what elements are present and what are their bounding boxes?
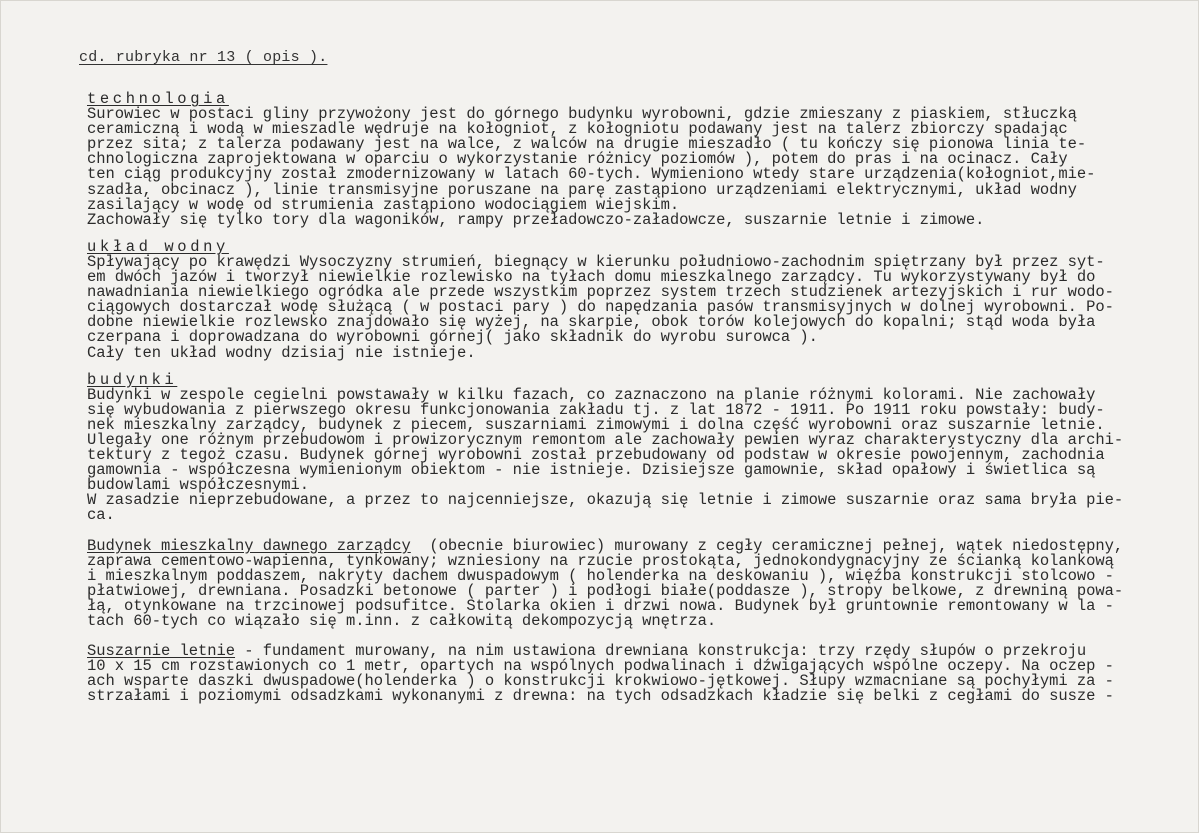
text-line: nawadniania niewielkiego ogródka ale przede wszystkim poprzez system trzech studzienek artezyjskich i rur wodo- (87, 283, 1114, 302)
text-line: czerpana i doprowadzana do wyrobowni górnej( jako składnik do wyrobu surowca ). (87, 328, 818, 347)
text-line: dobne niewielkie rozlewsko znajdowało się wyżej, na skarpie, obok torów kolejowych do kopalni; stąd woda była (87, 313, 1096, 332)
section-body-technologia (87, 107, 1187, 228)
text-line: łą, otynkowane na trzcinowej podsufitce. Stolarka okien i drzwi nowa. Budynek był gruntownie remontowany w la - (87, 596, 1114, 615)
text-line: ceramiczną i wodą w mieszadle wędruje na kołogniot, z kołogniotu podawany jest na talerz zbiorczy spadając (87, 120, 1068, 139)
section-title-budynki: budynki (87, 370, 178, 389)
text-line: ach wsparte daszki dwuspadowe(holenderka ) o konstrukcji krokwiowo-jętkowej. Słupy wzmacniane są pochyłymi za - (87, 672, 1114, 691)
section-body-suszarnie (87, 644, 1187, 704)
text-run: (obecnie biurowiec) murowany z cegły ceramicznej pełnej, wątek niedostępny, (410, 536, 1124, 555)
section-body-budynki (87, 385, 1187, 525)
text-line: nek mieszkalny zarządcy, budynek z piecem, suszarniami zimowymi i dolna część wyrobowni oraz suszarnie letnie. (87, 415, 1105, 434)
paragraph-label: Suszarnie letnie (87, 642, 236, 661)
page-heading: cd. rubryka nr 13 ( opis ). (79, 49, 328, 66)
paragraph-label: Budynek mieszkalny dawnego zarządcy (87, 536, 411, 555)
text-line: Ulegały one różnym przebudowom i prowizorycznym remontom ale zachowały pewien wyraz charakterystyczny dla archi- (87, 430, 1124, 449)
text-run: - fundament murowany, na nim ustawiona drewniana konstrukcja: trzy rzędy słupów o przekroju (235, 642, 1087, 661)
document-body (87, 92, 1187, 704)
text-line: szadła, obcinacz ), linie transmisyjne poruszane na parę zastąpiono urządzeniami elektrycznymi, układ wodny (87, 180, 1077, 199)
text-line: się wybudowania z pierwszego okresu funkcjonowania zakładu tj. z lat 1872 - 1911. Po 1911 roku powstały: budy- (87, 400, 1105, 419)
text-line: płatwiowej, drewniana. Posadzki betonowe ( parter ) i podłogi białe(poddasze ), stropy belkowe, z drewniną powa- (87, 581, 1124, 600)
section-body-budynek-mieszkalny (87, 536, 1187, 630)
text-line: zaprawa cementowo-wapienna, tynkowany; wzniesiony na rzucie prostokąta, jednokondygnacyjny ze ścianką kolankową (87, 551, 1114, 570)
text-line: ca. (87, 506, 115, 525)
section-title-uklad-wodny: układ wodny (87, 237, 229, 256)
section-gap (87, 228, 1187, 240)
text-line: Spływający po krawędzi Wysoczyzny strumień, biegnący w kierunku południowo-zachodnim spiętrzany był przez syt- (87, 252, 1105, 271)
text-line: przez sita; z talerza podawany jest na walce, z walców na drugie mieszadło ( tu kończy się pionowa linia te- (87, 135, 1087, 154)
text-line: strzałami i poziomymi odsadzkami wykonanymi z drewna: na tych odsadzkach kładzie się belki z cegłami do susze - (87, 687, 1114, 706)
text-line: Budynki w zespole cegielni powstawały w kilku fazach, co zaznaczono na planie różnymi kolorami. Nie zachowały (87, 385, 1096, 404)
text-line: tach 60-tych co wiązało się m.inn. z całkowitą dekompozycją wnętrza. (87, 612, 717, 630)
section-body-uklad-wodny (87, 252, 1187, 362)
text-line: Cały ten układ wodny dzisiaj nie istnieje. (87, 343, 476, 362)
text-line: i mieszkalnym poddaszem, nakryty dachem dwuspadowym ( holenderka na deskowaniu ), więźba konstrukcji stolcowo - (87, 566, 1114, 585)
text-line: Zachowały się tylko tory dla wagoników, rampy przeładowczo-załadowcze, suszarnie letnie i zimowe. (87, 210, 985, 229)
text-line: tektury z tegoż czasu. Budynek górnej wyrobowni został przebudowany od podstaw w okresie powojennym, zachodnia (87, 446, 1105, 465)
section-title-technologia: technologia (87, 90, 229, 108)
text-line: Surowiec w postaci gliny przywożony jest do górnego budynku wyrobowni, gdzie zmieszany z piaskiem, stłuczką (87, 105, 1077, 124)
text-line: W zasadzie nieprzebudowane, a przez to najcenniejsze, okazują się letnie i zimowe suszarnie oraz sama bryła pie- (87, 491, 1124, 510)
text-line: ten ciąg produkcyjny został zmodernizowany w latach 60-tych. Wymieniono wtedy stare urządzenia(kołogniot,mie- (87, 165, 1096, 184)
text-line: em dwóch jazów i tworzył niewielkie rozlewisko na tyłach domu mieszkalnego zarządcy. Tu wykorzystywany był do (87, 268, 1096, 287)
text-line: ciągowych dostarczał wodę służącą ( w postaci pary ) do napędzania pasów transmisyjnych w dolnej wyrobowni. Po- (87, 298, 1114, 317)
section-gap (87, 361, 1187, 373)
text-line: chnologiczna zaprojektowana w oparciu o wykorzystanie różnicy poziomów ), potem do pras i na ocinacz. Cały (87, 150, 1068, 169)
text-line: gamownia - współczesna wymienionym obiektom - nie istnieje. Dzisiejsze gamownie, skład opałowy i świetlica są (87, 461, 1096, 480)
text-line: budowlami współczesnymi. (87, 476, 310, 495)
text-line: zasilający w wodę od strumienia zastąpiono wodociągiem wiejskim. (87, 195, 680, 214)
text-line: 10 x 15 cm rozstawionych co 1 metr, opartych na wspólnych podwalinach i dźwigających wspólne oczepy. Na oczep - (87, 657, 1114, 676)
